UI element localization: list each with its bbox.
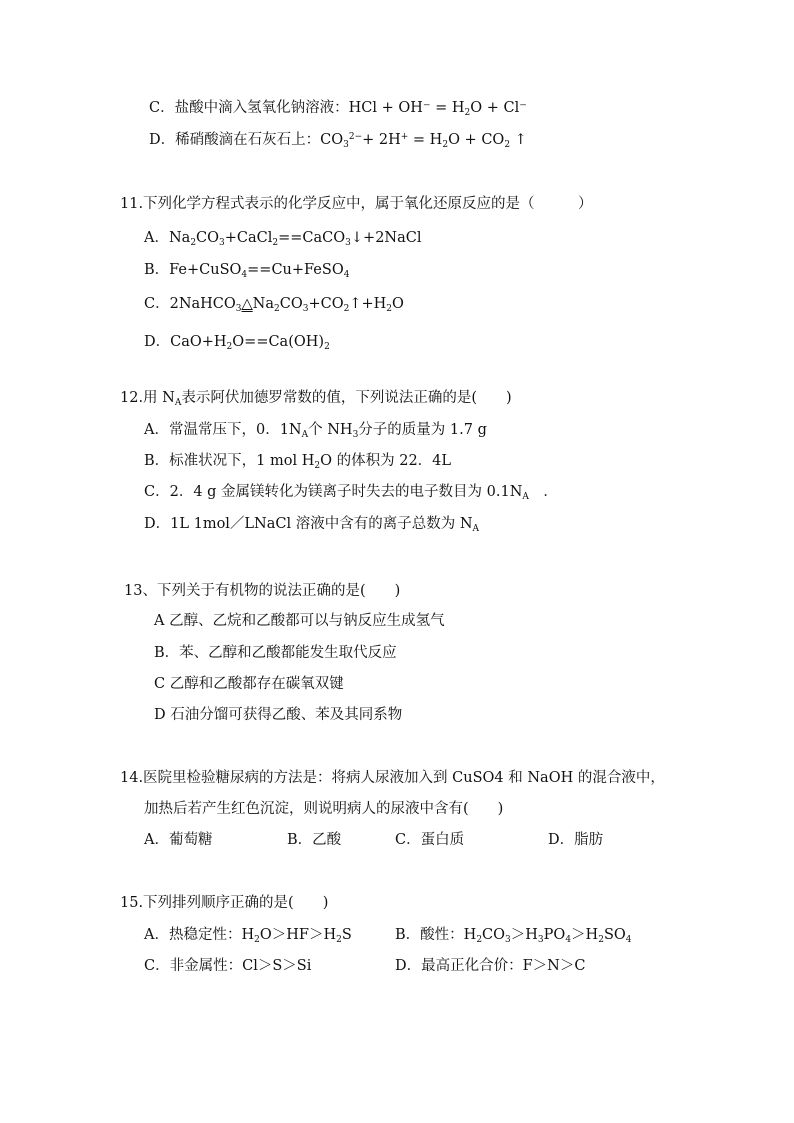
q13-option-d: D 石油分馏可获得乙酸、苯及其同系物	[154, 707, 403, 723]
heat-symbol: △	[241, 296, 253, 312]
q13-option-b: B．苯、乙醇和乙酸都能发生取代反应	[154, 645, 397, 661]
q11-option-d: D．$CaO+H_2O==Ca(OH)_2$	[144, 334, 330, 352]
q14-option-d: D．脂肪	[548, 832, 604, 848]
q14-stem-line2: 加热后若产生红色沉淀，则说明病人的尿液中含有( )	[144, 801, 504, 817]
q13-option-c: C 乙醇和乙酸都存在碳氧双键	[154, 676, 344, 692]
q15-option-c: C．非金属性：Cl＞S＞Si	[144, 958, 312, 974]
q12-stem: 12.用 $N_A$表示阿伏加德罗常数的值，下列说法正确的是( )	[120, 390, 512, 408]
q14-option-b: B．乙酸	[287, 832, 342, 848]
q14-option-c: C．蛋白质	[395, 832, 465, 848]
q11-option-b: B．Fe+CuSO$_4$==Cu+FeSO$_4$	[144, 262, 350, 280]
q14-option-a: A．葡萄糖	[144, 832, 213, 848]
q15-option-b: B．酸性：$H_2CO_3>H_3PO_4>H_2SO_4$	[395, 927, 632, 945]
q12-option-c: C．2．4 g 金属镁转化为镁离子时失去的电子数目为 $0.1N_A$ ．	[144, 484, 558, 502]
q13-option-a: A 乙醇、乙烷和乙酸都可以与钠反应生成氢气	[154, 613, 445, 629]
q15-option-d: D．最高正化合价：F＞N＞C	[395, 958, 586, 974]
q15-option-a: A．热稳定性：$H_2O>HF>H_2S$	[144, 927, 352, 945]
q10-option-d: D．稀硝酸滴在石灰石上：$CO_3^{2-}+ 2H^+ = H_2O + CO_2$ ↑	[149, 132, 527, 150]
q10-option-c: C．盐酸中滴入氢氧化钠溶液：HCl + $OH^- = H_2O + Cl^-$	[149, 100, 527, 118]
q12-option-d: D．1L 1mol／LNaCl 溶液中含有的离子总数为 $N_A$	[144, 516, 480, 534]
q12-option-a: A．常温常压下，0．$1N_A$个 $NH_3$分子的质量为 1.7 g	[144, 422, 487, 440]
q13-stem: 13、下列关于有机物的说法正确的是( )	[124, 583, 401, 599]
q11-option-a: A．$Na_2CO_3+CaCl_2==CaCO_3↓+2NaCl$	[144, 230, 422, 248]
q15-stem: 15.下列排列顺序正确的是( )	[120, 895, 329, 911]
q12-option-b: B．标准状况下，1 mol $H_2O$ 的体积为 22．4L	[144, 453, 452, 471]
q14-stem-line1: 14.医院里检验糖尿病的方法是：将病人尿液加入到 CuSO4 和 NaOH 的混合液中，	[120, 770, 665, 786]
q11-stem: 11.下列化学方程式表示的化学反应中，属于氧化还原反应的是（ ）	[120, 196, 593, 212]
q11-option-c: C．$2NaHCO_3\triangle Na_2CO_3+CO_2↑+H_2O$	[144, 296, 404, 314]
